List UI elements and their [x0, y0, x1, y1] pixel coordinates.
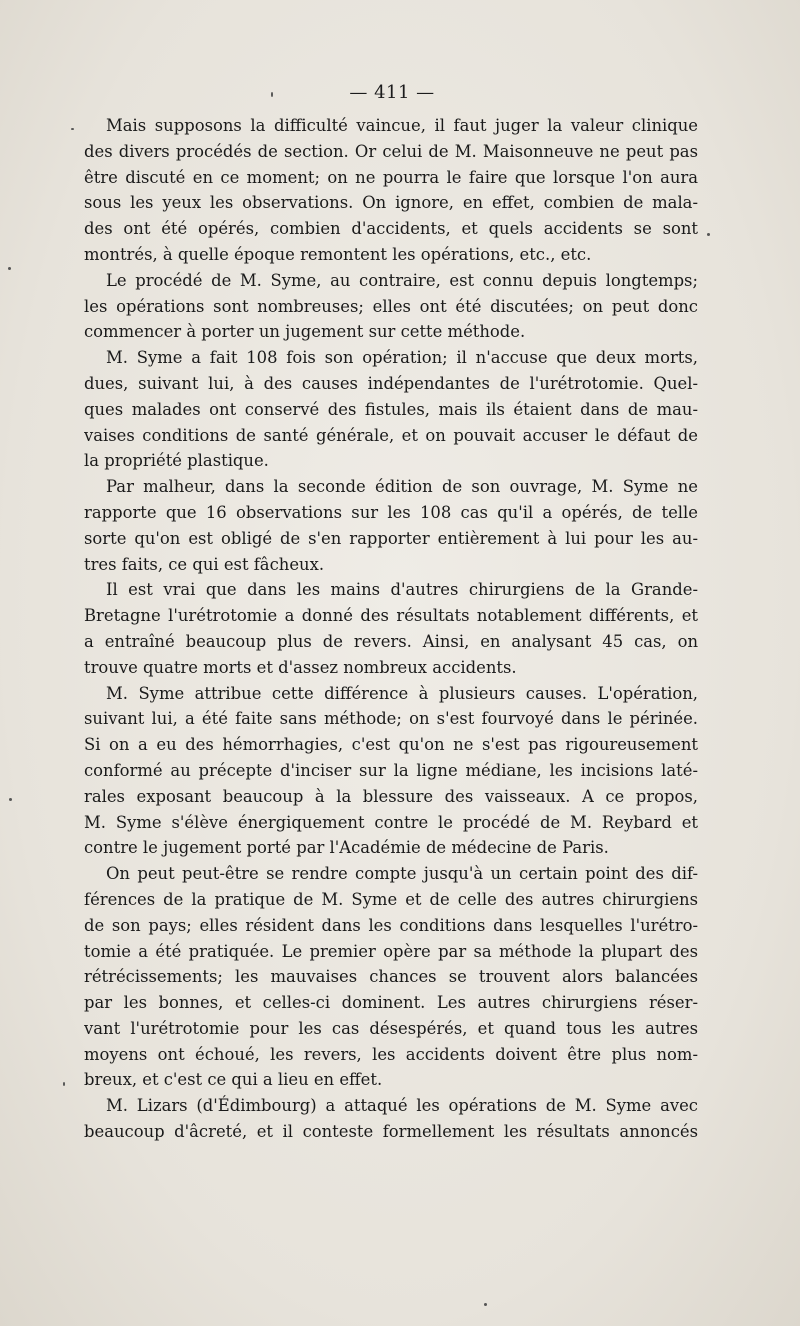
text-line: vaises conditions de santé générale, et on pouvait accuser le défaut de — [84, 425, 698, 445]
text-line: les opérations sont nombreuses; elles ont été discutées; on peut donc — [84, 296, 698, 316]
text-line: dues, suivant lui, à des causes indépendantes de l'urétrotomie. Quel- — [84, 373, 698, 393]
text-line: conformé au précepte d'inciser sur la ligne médiane, les incisions laté- — [84, 760, 698, 780]
text-line: Mais supposons la difficulté vaincue, il faut juger la valeur clinique — [106, 116, 698, 135]
text-line: Par malheur, dans la seconde édition de son ouvrage, M. Syme ne — [106, 477, 698, 497]
text-line: Bretagne l'urétrotomie a donné des résultats notablement différents, et — [84, 606, 698, 626]
text-line: par les bonnes, et celles-ci dominent. Les autres chirurgiens réser- — [84, 993, 698, 1013]
text-line: M. Syme a fait 108 fois son opération; il n'accuse que deux morts, — [106, 348, 698, 368]
text-line: M. Syme s'élève énergiquement contre le procédé de M. Reybard et — [84, 812, 698, 832]
text-line: M. Syme attribue cette différence à plusieurs causes. L'opération, — [106, 683, 698, 703]
text-line: Si on a eu des hémorrhagies, c'est qu'on ne s'est pas rigoureusement — [84, 735, 698, 755]
text-line: sorte qu'on est obligé de s'en rapporter entièrement à lui pour les au- — [84, 528, 698, 548]
text-line: trouve quatre morts et d'assez nombreux accidents. — [84, 657, 517, 677]
text-line: On peut peut-être se rendre compte jusqu'à un certain point des dif- — [106, 864, 698, 884]
ink-speck — [8, 267, 11, 270]
text-line: la propriété plastique. — [84, 451, 269, 471]
ink-speck — [707, 233, 710, 236]
text-line: beaucoup d'âcreté, et il conteste formellement les résultats annoncés — [84, 1122, 698, 1142]
text-line: ques malades ont conservé des fistules, mais ils étaient dans de mau- — [84, 399, 698, 419]
text-line: contre le jugement porté par l'Académie de médecine de Paris. — [84, 838, 609, 858]
body-text — [84, 113, 698, 1145]
text-line: rétrécissements; les mauvaises chances se trouvent alors balancées — [84, 967, 698, 987]
ink-speck — [9, 798, 12, 801]
text-line: suivant lui, a été faite sans méthode; on s'est fourvoyé dans le périnée. — [84, 709, 698, 729]
text-line: a entraîné beaucoup plus de revers. Ainsi, en analysant 45 cas, on — [84, 631, 698, 651]
ink-speck — [484, 1303, 487, 1306]
text-line: tomie a été pratiquée. Le premier opère par sa méthode la plupart des — [84, 941, 698, 961]
ink-speck — [271, 92, 273, 97]
text-line: montrés, à quelle époque remontent les opérations, etc., etc. — [84, 244, 592, 264]
text-line: férences de la pratique de M. Syme et de celle des autres chirurgiens — [84, 889, 698, 909]
text-line: Il est vrai que dans les mains d'autres chirurgiens de la Grande- — [106, 580, 698, 600]
text-line: rales exposant beaucoup à la blessure des vaisseaux. A ce propos, — [84, 786, 698, 806]
text-line: tres faits, ce qui est fâcheux. — [84, 554, 325, 574]
text-line: de son pays; elles résident dans les conditions dans lesquelles l'urétro- — [84, 915, 698, 935]
text-line: M. Lizars (d'Édimbourg) a attaqué les opérations de M. Syme avec — [106, 1096, 698, 1116]
text-line: vant l'urétrotomie pour les cas désespérés, et quand tous les autres — [84, 1018, 698, 1038]
text-line: commencer à porter un jugement sur cette méthode. — [84, 322, 526, 342]
text-line: breux, et c'est ce qui a lieu en effet. — [84, 1070, 383, 1090]
text-line: des divers procédés de section. Or celui de M. Maisonneuve ne peut pas — [84, 141, 698, 161]
text-line: être discuté en ce moment; on ne pourra le faire que lorsque l'on aura — [84, 167, 698, 187]
text-line: Le procédé de M. Syme, au contraire, est connu depuis longtemps; — [106, 270, 698, 290]
text-line: moyens ont échoué, les revers, les accidents doivent être plus nom- — [84, 1044, 698, 1064]
ink-speck — [63, 1082, 65, 1086]
text-line: rapporte que 16 observations sur les 108 cas qu'il a opérés, de telle — [84, 502, 698, 522]
text-line: sous les yeux les observations. On ignore, en effet, combien de mala- — [84, 193, 698, 213]
ink-speck — [71, 128, 74, 130]
page-number: — 411 — — [349, 82, 435, 103]
text-line: des ont été opérés, combien d'accidents, et quels accidents se sont — [84, 219, 698, 239]
